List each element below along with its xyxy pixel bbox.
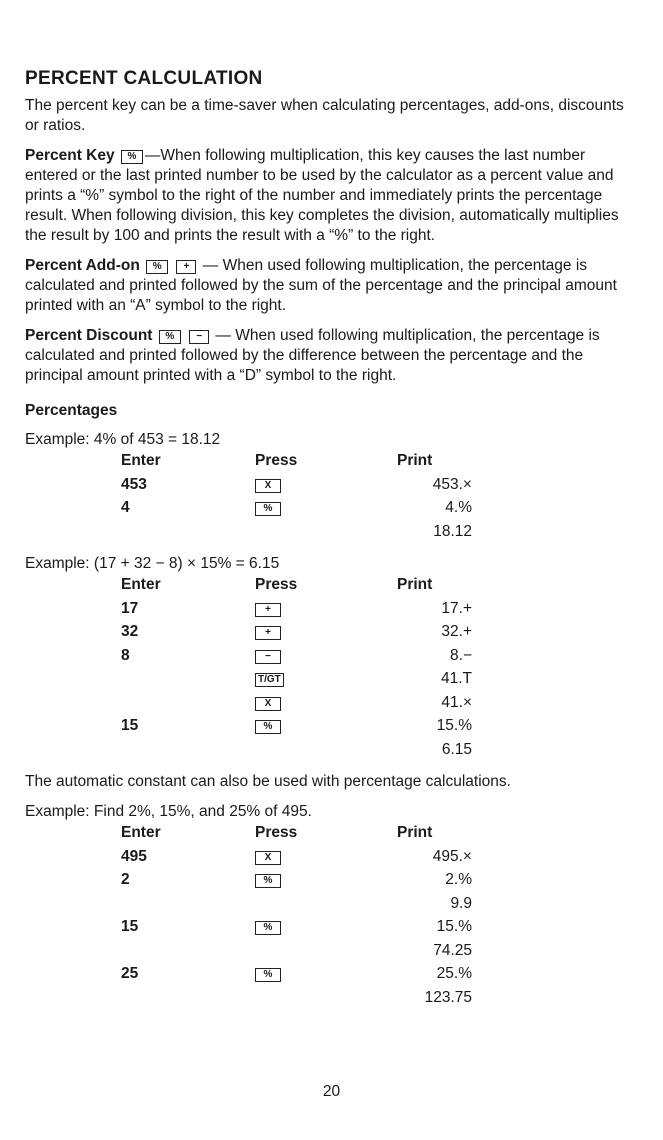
percent-key-paragraph (25, 146, 635, 246)
percent-key-icon: % (255, 720, 281, 734)
print-value: 74.25 (433, 941, 472, 959)
press-cell (255, 623, 283, 641)
constant-note: The automatic constant can also be used with percentage calculations. (25, 773, 511, 790)
percent-addon-lead: Percent Add-on (25, 257, 140, 274)
table-row (25, 647, 635, 671)
print-value: 32.+ (441, 623, 472, 640)
table-row (25, 741, 635, 765)
percent-key-text: —When following multiplication, this key causes the last number entered or the last printed number to be used by the calculator as a percent value and prints a “%” symbol to the right of the number and immediately prints the percentage result. When following division, this key completes the division, automatically multiplies the result by 100 and prints the result with a “%” to the right. (25, 147, 619, 244)
example-2-table (25, 576, 635, 764)
table-row (25, 623, 635, 647)
press-cell (255, 918, 283, 936)
enter-value: 453 (121, 475, 147, 493)
example-2-label: Example: (17 + 32 − 8) × 15% = 6.15 (25, 555, 280, 572)
column-header-print: Print (397, 576, 433, 593)
column-header-print: Print (397, 452, 433, 469)
percent-addon-paragraph (25, 256, 635, 316)
multiply-key-icon: X (255, 851, 281, 865)
print-value: 41.T (440, 670, 472, 687)
print-value: 41.× (441, 693, 472, 711)
table-row (25, 694, 635, 718)
press-cell (255, 717, 283, 735)
table-row (25, 871, 635, 895)
plus-key-icon: + (255, 626, 281, 640)
section-title: PERCENT CALCULATION (25, 68, 263, 89)
enter-value: 4 (121, 499, 130, 516)
table-header-row (25, 576, 635, 600)
column-header-enter: Enter (121, 452, 161, 469)
minus-key-icon: − (255, 650, 281, 664)
column-header-press: Press (255, 576, 298, 593)
table-row (25, 476, 635, 500)
percentages-heading: Percentages (25, 402, 118, 419)
minus-key-icon: − (189, 330, 209, 344)
print-value: 6.15 (441, 740, 472, 758)
print-value: 17.+ (441, 599, 472, 617)
print-value: 25.% (436, 965, 472, 982)
table-row (25, 942, 635, 966)
manual-page (25, 68, 635, 1020)
table-row (25, 499, 635, 523)
enter-value: 8 (121, 646, 130, 664)
multiply-key-icon: X (255, 479, 281, 493)
page-number: 20 (322, 1083, 341, 1100)
print-value: 4.% (445, 499, 472, 516)
percent-key-icon: % (255, 502, 281, 516)
press-cell (255, 499, 283, 517)
percent-key-icon: % (146, 260, 168, 274)
percent-key-icon: % (255, 968, 281, 982)
press-cell (255, 476, 283, 494)
percent-key-icon: % (159, 330, 181, 344)
enter-value: 15 (121, 717, 139, 734)
percent-addon-text: — When used following multiplication, the percentage is calculated and printed followed by the sum of the percentage and the principal amount printed with an “A” symbol to the right. (25, 257, 617, 314)
percent-discount-paragraph (25, 326, 635, 386)
table-row (25, 523, 635, 547)
column-header-enter: Enter (121, 576, 161, 593)
multiply-key-icon: X (255, 697, 281, 711)
table-row (25, 965, 635, 989)
percent-key-lead: Percent Key (25, 147, 115, 164)
print-value: 2.% (445, 871, 472, 888)
enter-value: 2 (121, 871, 130, 888)
percent-key-icon: % (121, 150, 143, 164)
total-key-icon: T/GT (255, 673, 284, 687)
plus-key-icon: + (176, 260, 196, 274)
print-value: 15.% (436, 717, 472, 734)
percent-discount-lead: Percent Discount (25, 327, 153, 344)
column-header-enter: Enter (121, 824, 161, 841)
column-header-print: Print (397, 824, 433, 841)
print-value: 9.9 (450, 894, 472, 912)
table-row (25, 848, 635, 872)
table-row (25, 600, 635, 624)
plus-key-icon: + (255, 603, 281, 617)
press-cell (255, 871, 283, 889)
table-row (25, 989, 635, 1013)
press-cell (255, 848, 283, 866)
enter-value: 17 (121, 599, 139, 617)
table-row (25, 717, 635, 741)
table-header-row (25, 452, 635, 476)
example-1-table (25, 452, 635, 546)
example-1-label: Example: 4% of 453 = 18.12 (25, 431, 221, 448)
print-value: 15.% (436, 918, 472, 935)
column-header-press: Press (255, 452, 298, 469)
enter-value: 495 (121, 847, 147, 865)
enter-value: 15 (121, 918, 139, 935)
print-value: 495.× (432, 847, 472, 865)
print-value: 18.12 (433, 522, 472, 540)
table-header-row (25, 824, 635, 848)
press-cell (255, 965, 283, 983)
table-row (25, 670, 635, 694)
press-cell (255, 600, 283, 618)
enter-value: 32 (121, 623, 139, 640)
print-value: 8.− (450, 646, 472, 664)
example-3-table (25, 824, 635, 1012)
percent-discount-text: — When used following multiplication, the percentage is calculated and printed followed by the difference between the percentage and the principal amount printed with a “D” symbol to the right. (25, 327, 600, 384)
example-3-label: Example: Find 2%, 15%, and 25% of 495. (25, 803, 312, 820)
enter-value: 25 (121, 965, 139, 982)
percent-key-icon: % (255, 921, 281, 935)
table-row (25, 918, 635, 942)
column-header-press: Press (255, 824, 298, 841)
print-value: 453.× (432, 475, 472, 493)
press-cell (255, 694, 283, 712)
percent-key-icon: % (255, 874, 281, 888)
press-cell (255, 670, 286, 688)
intro-paragraph: The percent key can be a time-saver when calculating percentages, add-ons, discounts or ratios. (25, 97, 624, 134)
print-value: 123.75 (424, 988, 472, 1006)
table-row (25, 895, 635, 919)
press-cell (255, 647, 283, 665)
